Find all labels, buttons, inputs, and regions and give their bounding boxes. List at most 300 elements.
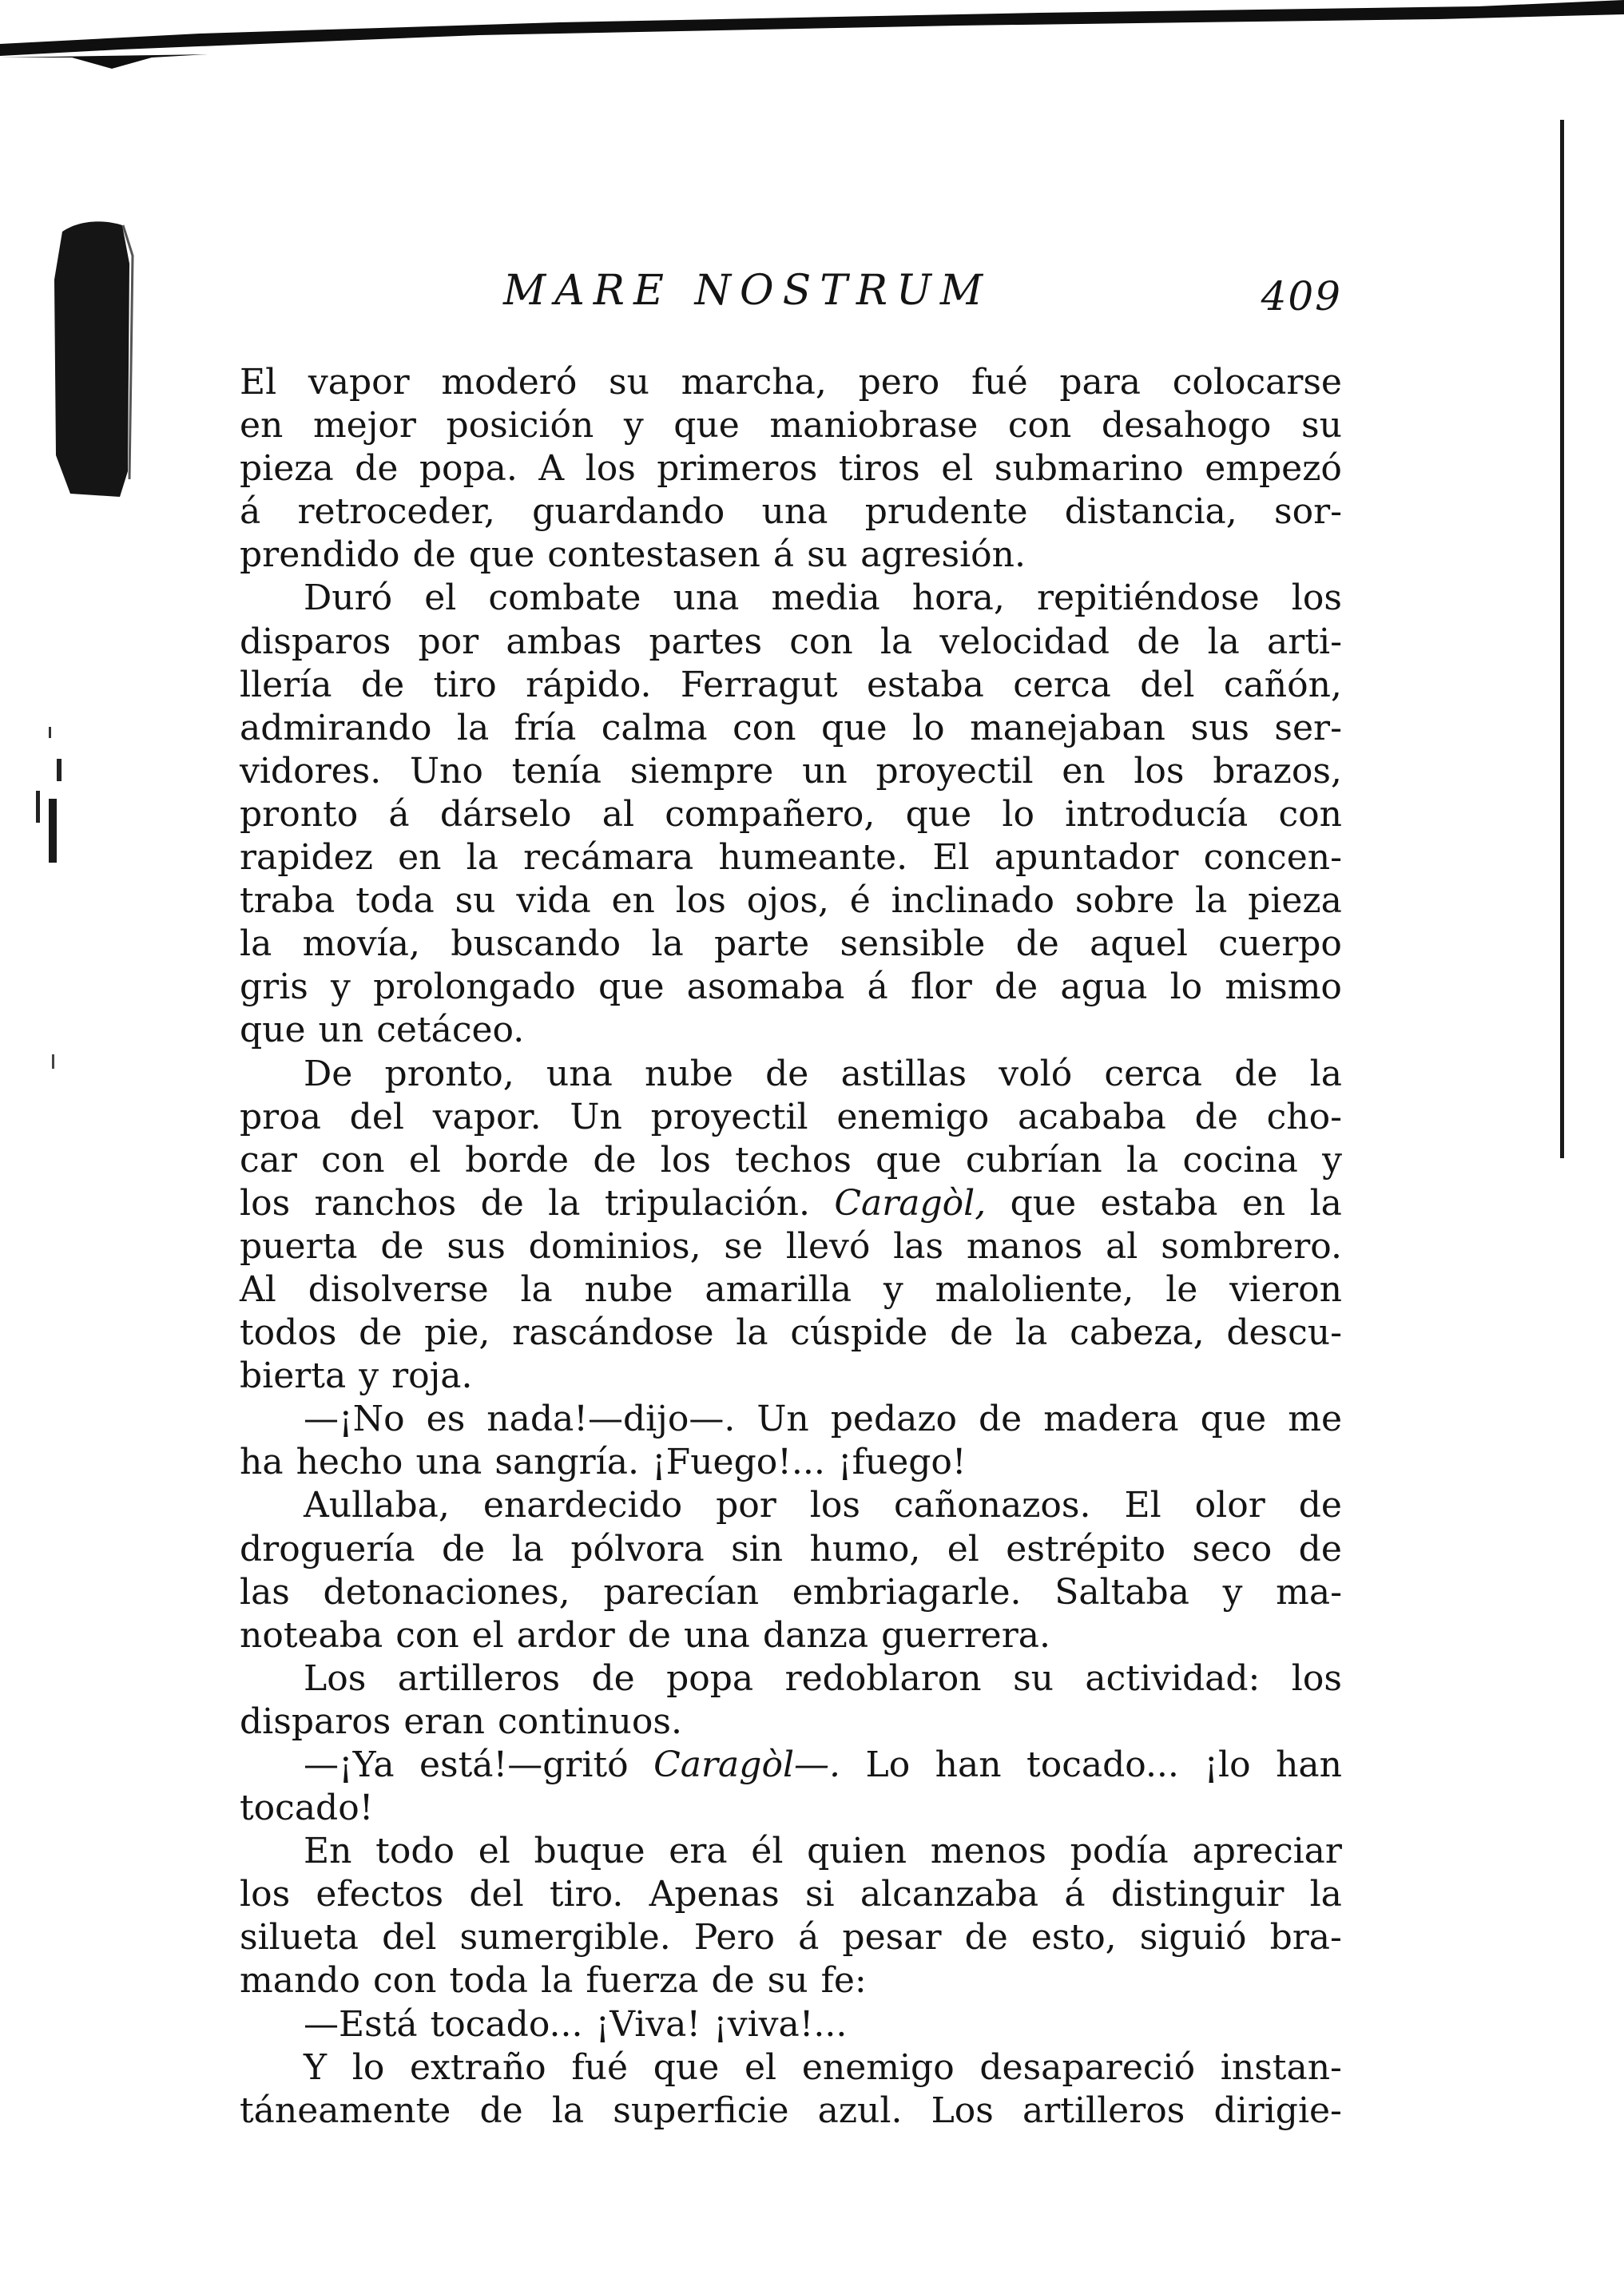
word: cerca [1013, 664, 1111, 705]
word: con [733, 707, 796, 748]
word: de [591, 1657, 635, 1699]
word: de [765, 1053, 809, 1094]
word: él [751, 1831, 784, 1872]
word: seco [1192, 1528, 1273, 1570]
text-line [240, 966, 1342, 1009]
word: una [415, 1442, 482, 1483]
word: la [1309, 1874, 1342, 1915]
word: de [412, 534, 456, 576]
word: los [1134, 750, 1185, 792]
word: con [321, 1139, 385, 1181]
word: quien [807, 1831, 907, 1872]
word: que [1200, 1399, 1267, 1440]
word: tiro. [549, 1874, 624, 1915]
word: ¡viva!... [713, 2003, 848, 2045]
word: ¡Viva! [595, 2003, 701, 2045]
word: el [424, 577, 457, 619]
word: de [1234, 1053, 1278, 1094]
word: asomaba [686, 966, 845, 1008]
word: manos [966, 1225, 1083, 1267]
text-line [240, 750, 1342, 793]
word: de [355, 448, 399, 490]
word: maloliente, [935, 1268, 1134, 1310]
word: buscando [451, 923, 621, 965]
word: y [623, 405, 644, 446]
word: pero [858, 362, 940, 403]
word: sumergible. [459, 1917, 671, 1959]
word: para [1059, 362, 1142, 403]
word: techos [735, 1139, 852, 1181]
word: de [1137, 621, 1181, 662]
word: á [867, 966, 888, 1008]
word: prolongado [373, 966, 576, 1008]
word: toda [355, 880, 435, 922]
word: El [1124, 1485, 1161, 1526]
text-line [240, 1398, 1342, 1441]
word: una [683, 1614, 750, 1656]
word: introducía [1065, 793, 1249, 835]
word: la [240, 923, 272, 965]
word: y [1322, 1139, 1342, 1181]
text-line [240, 664, 1342, 707]
word: De [304, 1053, 353, 1094]
word: distinguir [1110, 1874, 1285, 1915]
word: vieron [1229, 1268, 1342, 1310]
word: ardor [516, 1614, 615, 1656]
word: su [455, 880, 496, 922]
word: redoblaron [784, 1657, 982, 1699]
word: guardando [532, 491, 725, 533]
text-line [240, 923, 1342, 966]
word: al [602, 793, 635, 835]
word: cabeza, [1070, 1312, 1205, 1354]
word: nube [645, 1053, 733, 1094]
word: repitiéndose [1036, 577, 1260, 619]
text-line [240, 1053, 1342, 1096]
word: Pero [693, 1917, 775, 1959]
binding-shadow-artifact [46, 216, 134, 503]
word: proyectil [876, 750, 1034, 792]
word: tenía [511, 750, 602, 792]
word: los [585, 448, 636, 490]
word: voló [999, 1053, 1073, 1094]
word: de [995, 966, 1038, 1008]
text-line [240, 1312, 1342, 1355]
word: silueta [240, 1917, 359, 1959]
text-line [240, 404, 1342, 447]
word: pie, [424, 1312, 490, 1354]
running-title: MARE NOSTRUM [503, 267, 992, 315]
word: de [711, 1960, 755, 2002]
word: un [318, 1010, 364, 1051]
word: lo [351, 2046, 385, 2088]
word: la [551, 2090, 585, 2131]
word: —Está [304, 2003, 418, 2045]
page-number: 409 [1261, 273, 1342, 319]
word: disparos [240, 1701, 391, 1742]
word: la [651, 923, 684, 965]
word: danza [762, 1614, 869, 1656]
word: moderó [441, 362, 578, 403]
word: en [240, 405, 284, 446]
word: siguió [1139, 1917, 1247, 1959]
word: posición [446, 405, 594, 446]
word: es [426, 1399, 466, 1440]
word: el [478, 1831, 510, 1872]
word: le [1165, 1268, 1198, 1310]
word: ¡Fuego!... [652, 1442, 825, 1483]
text-line [240, 1614, 1342, 1657]
text-line [240, 1139, 1342, 1182]
word: Saltaba [1054, 1571, 1189, 1613]
word: sensible [840, 923, 986, 965]
word: la [736, 1312, 768, 1354]
text-line [240, 447, 1342, 490]
word: pronto [240, 793, 359, 835]
text-line [240, 1571, 1342, 1614]
word: de [360, 664, 405, 705]
word: llevó [785, 1225, 871, 1267]
word: compañero, [665, 793, 876, 835]
word: la [520, 1268, 553, 1310]
word: bierta [240, 1355, 347, 1397]
page-edge-line [1554, 120, 1570, 1158]
word: me [1288, 1399, 1342, 1440]
word: de [479, 2090, 523, 2131]
word: apreciar [1192, 1831, 1342, 1872]
word: llería [240, 664, 332, 705]
word: y [883, 1268, 903, 1310]
word: inclinado [891, 880, 1055, 922]
word: —¡Ya [304, 1744, 395, 1785]
word: pronto, [384, 1053, 514, 1094]
word: bra- [1269, 1917, 1342, 1959]
word: cubrían [965, 1139, 1102, 1181]
text-line [240, 1787, 1342, 1830]
word: cuerpo [1218, 923, 1342, 965]
word: de [359, 1312, 403, 1354]
word: tocado... [430, 2003, 583, 2045]
word: prudente [864, 491, 1028, 533]
scan-edge-artifact [0, 0, 1624, 88]
word: todos [240, 1312, 337, 1354]
word: la [466, 837, 498, 879]
word: manejaban [970, 707, 1166, 748]
word: media [771, 577, 880, 619]
word: de [480, 1182, 524, 1224]
word: pólvora [570, 1528, 705, 1570]
word: enemigo [801, 2046, 955, 2088]
word: de [950, 1312, 994, 1354]
word: Aullaba, [304, 1485, 450, 1526]
word: la [880, 621, 913, 662]
text-line [240, 1484, 1342, 1527]
word: un [802, 750, 848, 792]
word: enemigo [836, 1096, 990, 1137]
word: ambas [506, 621, 622, 662]
word: los [1291, 577, 1342, 619]
word: cañón, [1223, 664, 1342, 705]
word: estaba [866, 664, 984, 705]
word: la [1195, 880, 1228, 922]
word: buque [534, 1831, 645, 1872]
word: en [1241, 1182, 1286, 1224]
word: la [1309, 1053, 1342, 1094]
word: eran [403, 1701, 485, 1742]
word: por [716, 1485, 776, 1526]
word: en [611, 880, 655, 922]
word: concen- [1203, 837, 1342, 879]
word: la [456, 707, 490, 748]
word: de [380, 1225, 424, 1267]
word: hora, [911, 577, 1005, 619]
word: En [304, 1831, 352, 1872]
word: empezó [1205, 448, 1342, 490]
word: El [932, 837, 970, 879]
word: artilleros [397, 1657, 561, 1699]
word: y [1222, 1571, 1243, 1613]
word: dominios, [528, 1225, 701, 1267]
word: alcanzaba [860, 1874, 1039, 1915]
word: flor [910, 966, 972, 1008]
word: cocina [1182, 1139, 1298, 1181]
word: arti- [1267, 621, 1342, 662]
word: por [418, 621, 479, 662]
text-line [240, 1657, 1342, 1701]
word: aquel [1090, 923, 1188, 965]
word: se [724, 1225, 764, 1267]
word: parecían [603, 1571, 760, 1613]
word: distancia, [1064, 491, 1237, 533]
word: Ferragut [680, 664, 838, 705]
word: detonaciones, [323, 1571, 570, 1613]
word: á [798, 1917, 820, 1959]
text-line [240, 621, 1342, 664]
word: noteaba [240, 1614, 383, 1656]
word: popa. [419, 448, 518, 490]
word: guerrera. [881, 1614, 1050, 1656]
word: vida [516, 880, 591, 922]
word: astillas [840, 1053, 967, 1094]
word: dirigie- [1213, 2090, 1342, 2131]
word: en [398, 837, 442, 879]
word: que [598, 966, 665, 1008]
word: de [1194, 1096, 1238, 1137]
word: Al [240, 1268, 276, 1310]
word: artilleros [1022, 2090, 1185, 2131]
word: vapor [308, 362, 410, 403]
word: su [1013, 1657, 1054, 1699]
text-line [240, 793, 1342, 836]
word: instan- [1220, 2046, 1342, 2088]
word: que [905, 793, 972, 835]
word: extraño [410, 2046, 546, 2088]
word: proa [240, 1096, 321, 1137]
word: —¡No [304, 1399, 405, 1440]
word: cho- [1266, 1096, 1342, 1137]
text-line [240, 1830, 1342, 1873]
word: popa [666, 1657, 754, 1699]
word: de [1298, 1485, 1342, 1526]
word: está!—gritó [419, 1744, 629, 1785]
word: rápido. [526, 664, 652, 705]
word: era [669, 1831, 728, 1872]
word: humeante. [718, 837, 908, 879]
word: nada!—dijo—. [486, 1399, 736, 1440]
word: brazos, [1213, 750, 1342, 792]
word: los [1291, 1657, 1342, 1699]
word: roja. [391, 1355, 473, 1397]
word: su [767, 1960, 808, 2002]
word: A [538, 448, 565, 490]
word: fué [571, 2046, 629, 2088]
text-line [240, 879, 1342, 923]
word: retroceder, [297, 491, 495, 533]
word: rascándose [512, 1312, 714, 1354]
word: mismo [1225, 966, 1342, 1008]
word: lo [1169, 966, 1203, 1008]
word: han [1276, 1744, 1342, 1785]
word: apuntador [994, 837, 1179, 879]
word: los [240, 1182, 291, 1224]
word: embriagarle. [792, 1571, 1022, 1613]
text-line [240, 577, 1342, 620]
word: Caragòl, [834, 1182, 987, 1224]
text-line [240, 1009, 1342, 1052]
word: sor- [1274, 491, 1342, 533]
word: disolverse [308, 1268, 489, 1310]
word: Los [931, 2090, 994, 2131]
word: de [593, 1139, 637, 1181]
word: borde [465, 1139, 570, 1181]
word: con [395, 1614, 459, 1656]
word: pieza [240, 448, 334, 490]
word: Lo [865, 1744, 911, 1785]
word: y [359, 1355, 379, 1397]
word: la [1015, 1312, 1048, 1354]
text-line [240, 707, 1342, 750]
word: submarino [994, 448, 1184, 490]
word: desahogo [1101, 405, 1272, 446]
word: con [372, 1960, 437, 2002]
word: que [653, 2046, 720, 2088]
word: vidores. [240, 750, 382, 792]
word: continuos. [497, 1701, 682, 1742]
word: menos [930, 1831, 1046, 1872]
word: siempre [629, 750, 774, 792]
word: con [1007, 405, 1072, 446]
word: desapareció [979, 2046, 1196, 2088]
word: ranchos [314, 1182, 457, 1224]
word: Duró [304, 577, 393, 619]
text-line [240, 2090, 1342, 2133]
word: primeros [657, 448, 818, 490]
word: sombrero. [1161, 1225, 1342, 1267]
word: descu- [1226, 1312, 1342, 1354]
word: gris [240, 966, 308, 1008]
word: proyectil [650, 1096, 808, 1137]
word: á [240, 491, 261, 533]
word: colocarse [1172, 362, 1342, 403]
word: marcha, [681, 362, 827, 403]
word: hecho [296, 1442, 403, 1483]
word: Los [304, 1657, 367, 1699]
word: la [548, 1182, 581, 1224]
word: los [809, 1485, 860, 1526]
word: pedazo [830, 1399, 958, 1440]
margin-specks-artifact [28, 703, 76, 1086]
word: ojos, [746, 880, 829, 922]
word: de [627, 1614, 671, 1656]
word: cañonazos. [893, 1485, 1091, 1526]
word: del [349, 1096, 404, 1137]
word: la [1309, 1182, 1342, 1224]
word: droguería [240, 1528, 415, 1570]
word: táneamente [240, 2090, 451, 2131]
word: azul. [817, 2090, 903, 2131]
word: de [1298, 1528, 1342, 1570]
word: acababa [1018, 1096, 1166, 1137]
word: pieza [1248, 880, 1342, 922]
word: ha [240, 1442, 284, 1483]
word: que [1010, 1182, 1077, 1224]
word: del [1140, 664, 1195, 705]
word: los [675, 880, 726, 922]
word: agresión. [860, 534, 1026, 576]
word: á [388, 793, 410, 835]
text-line [240, 1182, 1342, 1225]
word: cetáceo. [376, 1010, 525, 1051]
word: de [441, 1528, 486, 1570]
word: maniobrase [769, 405, 979, 446]
word: ¡fuego! [837, 1442, 967, 1483]
word: tiros [838, 448, 920, 490]
word: esto, [1030, 1917, 1117, 1959]
word: superficie [613, 2090, 789, 2131]
text-line [240, 1096, 1342, 1139]
word: tripulación. [604, 1182, 810, 1224]
word: velocidad [939, 621, 1110, 662]
text-line [240, 1268, 1342, 1312]
word: lo [1002, 793, 1034, 835]
word: el [744, 2046, 777, 2088]
word: Apenas [649, 1874, 780, 1915]
word: sus [1190, 707, 1249, 748]
word: tocado! [240, 1788, 374, 1829]
word: El [240, 362, 277, 403]
word: Caragòl—. [653, 1744, 841, 1785]
word: pesar [842, 1917, 942, 1959]
word: una [546, 1053, 613, 1094]
word: la [1126, 1139, 1159, 1181]
word: Y [304, 2046, 328, 2088]
word: dárselo [439, 793, 572, 835]
word: traba [240, 880, 336, 922]
text-line [240, 1744, 1342, 1787]
word: en [1062, 750, 1106, 792]
word: y [331, 966, 351, 1008]
word: humo, [809, 1528, 921, 1570]
word: de [979, 1399, 1022, 1440]
word: los [240, 1874, 291, 1915]
word: la [511, 1528, 544, 1570]
word: combate [488, 577, 641, 619]
text-line [240, 1916, 1342, 1959]
text-line [240, 1959, 1342, 2002]
text-line [240, 1701, 1342, 1744]
body-text [240, 361, 1342, 2133]
text-line [240, 1441, 1342, 1484]
